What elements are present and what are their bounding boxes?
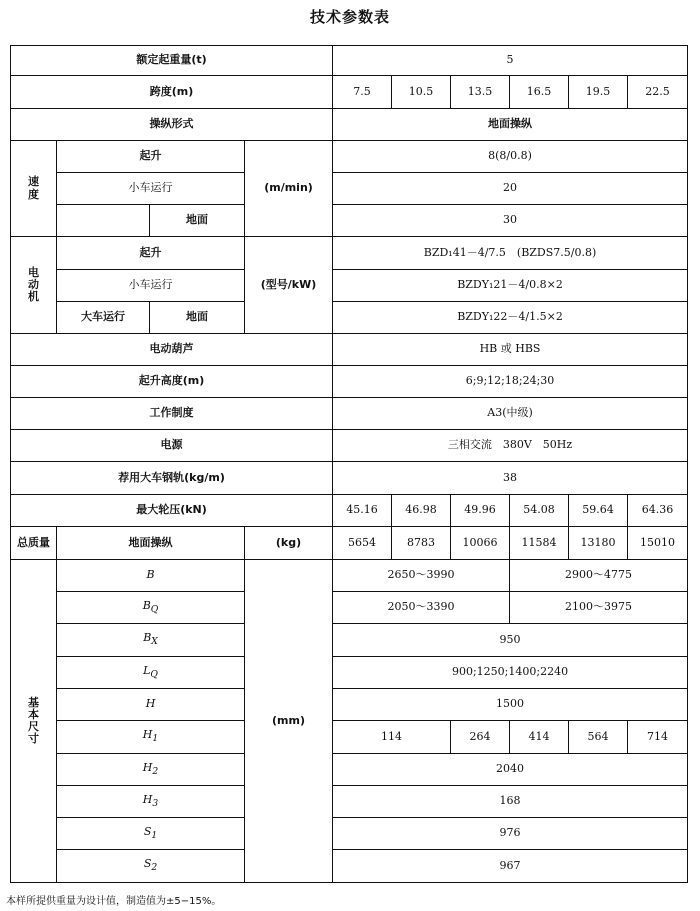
table-row bbox=[11, 786, 688, 818]
table-row bbox=[11, 141, 688, 173]
dim-value: 976 bbox=[333, 818, 688, 850]
lift-height-value: 6;9;12;18;24;30 bbox=[333, 366, 688, 398]
dim-value: 900;1250;1400;2240 bbox=[333, 657, 688, 689]
dim-symbol: B bbox=[57, 560, 245, 592]
dim-symbol: $S_1$ bbox=[57, 818, 245, 850]
table-row bbox=[11, 495, 688, 527]
table-row bbox=[11, 173, 688, 205]
power-label: 电源 bbox=[11, 430, 333, 462]
table-row bbox=[11, 818, 688, 850]
dim-value: 2040 bbox=[333, 754, 688, 786]
dim-value: 967 bbox=[333, 850, 688, 883]
dim-symbol: $B_Q$ bbox=[57, 592, 245, 624]
dim-symbol: $L_Q$ bbox=[57, 657, 245, 689]
total-mass-label: 地面操纵 bbox=[57, 527, 245, 560]
table-row bbox=[11, 237, 688, 270]
motor-lift-value: BZD₁41－4/7.5 (BZDS7.5/0.8) bbox=[333, 237, 688, 270]
dim-value: 2900～4775 bbox=[510, 560, 688, 592]
table-row bbox=[11, 302, 688, 334]
table-row bbox=[11, 721, 688, 754]
lift-height-label: 起升高度(m) bbox=[11, 366, 333, 398]
table-row bbox=[11, 624, 688, 657]
total-mass-group-label: 总质量 bbox=[11, 527, 57, 560]
total-mass-value: 10066 bbox=[451, 527, 510, 560]
dim-value: 264 bbox=[451, 721, 510, 754]
rail-value: 38 bbox=[333, 462, 688, 495]
span-label: 跨度(m) bbox=[11, 76, 333, 109]
table-row bbox=[11, 398, 688, 430]
wheel-load-value: 54.08 bbox=[510, 495, 569, 527]
control-label: 操纵形式 bbox=[11, 109, 333, 141]
span-value: 19.5 bbox=[569, 76, 628, 109]
dim-value: 414 bbox=[510, 721, 569, 754]
total-mass-value: 11584 bbox=[510, 527, 569, 560]
speed-unit: (m/min) bbox=[245, 141, 333, 237]
page-title: 技术参数表 bbox=[309, 8, 390, 26]
table-row bbox=[11, 334, 688, 366]
speed-trolley-value: 20 bbox=[333, 173, 688, 205]
table-row bbox=[11, 270, 688, 302]
motor-unit: (型号/kW) bbox=[245, 237, 333, 334]
dim-symbol: $B_X$ bbox=[57, 624, 245, 657]
dim-value: 2650～3990 bbox=[333, 560, 510, 592]
total-mass-value: 15010 bbox=[628, 527, 688, 560]
table-row bbox=[11, 462, 688, 495]
table-row bbox=[11, 46, 688, 76]
table-row bbox=[11, 592, 688, 624]
speed-ground-label: 地面 bbox=[150, 205, 245, 237]
dim-symbol: $S_2$ bbox=[57, 850, 245, 883]
motor-crane-sublabel: 地面 bbox=[150, 302, 245, 334]
speed-lift-label: 起升 bbox=[57, 141, 245, 173]
dims-group-label: 基本尺寸 bbox=[11, 560, 57, 883]
span-value: 16.5 bbox=[510, 76, 569, 109]
dims-unit: (mm) bbox=[245, 560, 333, 883]
table-row bbox=[11, 850, 688, 883]
duty-label: 工作制度 bbox=[11, 398, 333, 430]
footnote: 本样所提供重量为设计值，制造值为±5−15%。 bbox=[6, 896, 222, 907]
table-row bbox=[11, 109, 688, 141]
total-mass-value: 13180 bbox=[569, 527, 628, 560]
dim-symbol: $H_2$ bbox=[57, 754, 245, 786]
rail-label: 荐用大车钢轨(kg/m) bbox=[11, 462, 333, 495]
speed-group-label: 速度 bbox=[11, 141, 57, 237]
dim-value: 2050～3390 bbox=[333, 592, 510, 624]
dim-value: 714 bbox=[628, 721, 688, 754]
wheel-load-value: 64.36 bbox=[628, 495, 688, 527]
speed-ground-value: 30 bbox=[333, 205, 688, 237]
motor-crane-value: BZDY₁22－4/1.5×2 bbox=[333, 302, 688, 334]
empty-cell bbox=[57, 205, 150, 237]
motor-lift-label: 起升 bbox=[57, 237, 245, 270]
speed-trolley-label: 小车运行 bbox=[57, 173, 245, 205]
spec-table bbox=[10, 45, 688, 883]
span-value: 13.5 bbox=[451, 76, 510, 109]
table-row bbox=[11, 366, 688, 398]
dim-symbol: $H_3$ bbox=[57, 786, 245, 818]
hoist-value: HB 或 HBS bbox=[333, 334, 688, 366]
hoist-label: 电动葫芦 bbox=[11, 334, 333, 366]
total-mass-value: 5654 bbox=[333, 527, 392, 560]
dim-value: 1500 bbox=[333, 689, 688, 721]
motor-trolley-value: BZDY₁21－4/0.8×2 bbox=[333, 270, 688, 302]
table-row bbox=[11, 527, 688, 560]
table-row bbox=[11, 754, 688, 786]
wheel-load-value: 59.64 bbox=[569, 495, 628, 527]
table-row bbox=[11, 560, 688, 592]
table-row bbox=[11, 430, 688, 462]
total-mass-unit: (kg) bbox=[245, 527, 333, 560]
motor-crane-label: 大车运行 bbox=[57, 302, 150, 334]
rated-load-label: 额定起重量(t) bbox=[11, 46, 333, 76]
table-row bbox=[11, 205, 688, 237]
dim-symbol: $H_1$ bbox=[57, 721, 245, 754]
wheel-load-value: 49.96 bbox=[451, 495, 510, 527]
span-value: 22.5 bbox=[628, 76, 688, 109]
motor-group-label: 电动机 bbox=[11, 237, 57, 334]
speed-lift-value: 8(8/0.8) bbox=[333, 141, 688, 173]
total-mass-value: 8783 bbox=[392, 527, 451, 560]
dim-value: 2100～3975 bbox=[510, 592, 688, 624]
table-row bbox=[11, 657, 688, 689]
motor-trolley-label: 小车运行 bbox=[57, 270, 245, 302]
table-row bbox=[11, 689, 688, 721]
duty-value: A3(中级) bbox=[333, 398, 688, 430]
wheel-load-value: 46.98 bbox=[392, 495, 451, 527]
wheel-load-label: 最大轮压(kN) bbox=[11, 495, 333, 527]
span-value: 10.5 bbox=[392, 76, 451, 109]
control-value: 地面操纵 bbox=[333, 109, 688, 141]
power-value: 三相交流 380V 50Hz bbox=[333, 430, 688, 462]
dim-value: 564 bbox=[569, 721, 628, 754]
wheel-load-value: 45.16 bbox=[333, 495, 392, 527]
rated-load-value: 5 bbox=[333, 46, 688, 76]
dim-value: 168 bbox=[333, 786, 688, 818]
dim-value: 950 bbox=[333, 624, 688, 657]
dim-value: 114 bbox=[333, 721, 451, 754]
span-value: 7.5 bbox=[333, 76, 392, 109]
dim-symbol: H bbox=[57, 689, 245, 721]
table-row bbox=[11, 76, 688, 109]
